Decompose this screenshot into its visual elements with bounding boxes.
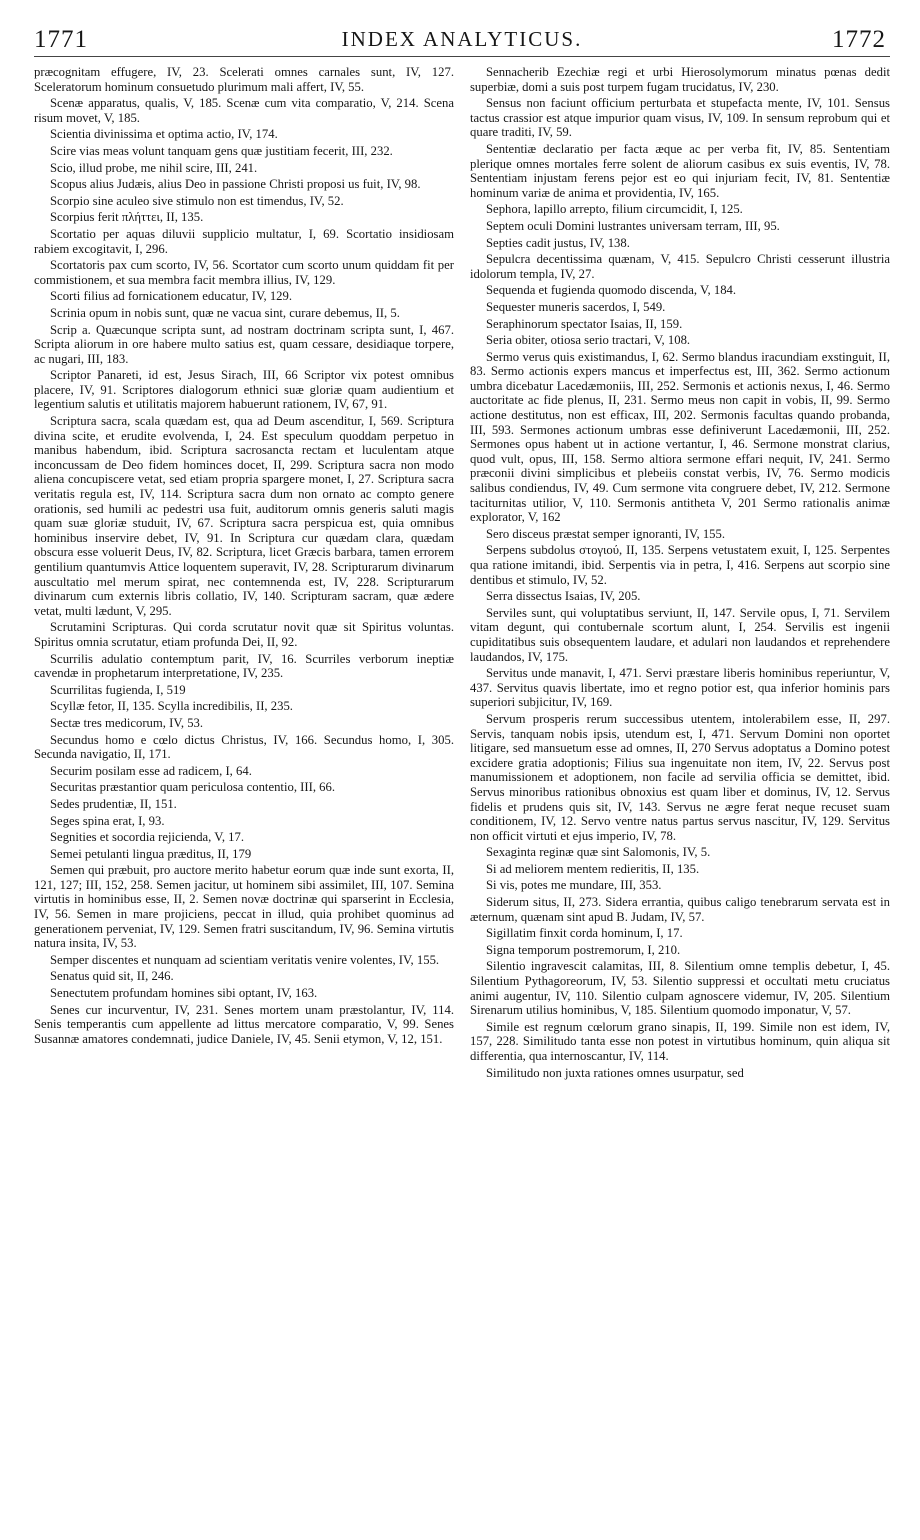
index-entry: Sectæ tres medicorum, IV, 53.	[50, 715, 204, 730]
page-title: INDEX ANALYTICUS.	[341, 27, 583, 51]
index-entry: præcognitam effugere, IV, 23. Scelerati omnes carnales sunt, IV, 127. Sceleratorum hominum consuetudo plurimum mali affert, IV, 55.	[34, 65, 454, 94]
index-entry: Similitudo non juxta rationes omnes usurpatur, sed	[486, 1065, 744, 1080]
index-entry: Sedes prudentiæ, II, 151.	[50, 796, 177, 811]
text-columns	[34, 65, 890, 1082]
index-entry: Sepulcra decentissima quænam, V, 415. Sepulcro Christi cesserunt illustria idolorum templa, IV, 27.	[470, 252, 890, 281]
index-entry: Si vis, potes me mundare, III, 353.	[486, 878, 662, 893]
index-entry: Scorpius ferit πλήττει, II, 135.	[50, 210, 204, 225]
index-entry: Servitus unde manavit, I, 471. Servi præstare liberis hominibus reperiuntur, V, 437. Servitus quavis libertate, imo et regno potior est, qua inferior hominis pars superiori subjicitur, IV, 169.	[470, 666, 890, 710]
index-entry: Scenæ apparatus, qualis, V, 185. Scenæ cum vita comparatio, V, 214. Scena risum movet, V, 185.	[34, 96, 454, 125]
index-entry: Sephora, lapillo arrepto, filium circumcidit, I, 125.	[486, 202, 743, 217]
index-entry: Serviles sunt, qui voluptatibus serviunt, II, 147. Servile opus, I, 71. Servilem vitam degunt, qui contubernale scortum alunt, I, 254. Servilis est ingenii cupiditatibus suis obsequentem laudare, et adulari non laudandos et reprehendere laudandos, IV, 175.	[470, 605, 890, 664]
index-entry: Scrip a. Quæcunque scripta sunt, ad nostram doctrinam scripta sunt, I, 467. Scripta aliorum in ore habere multo satius est, quam cessare, desidiaque torpere, ac nugari, III, 183.	[34, 322, 454, 366]
index-entry: Scyllæ fetor, II, 135. Scylla incredibilis, II, 235.	[50, 699, 293, 714]
index-entry: Sexaginta reginæ quæ sint Salomonis, IV, 5.	[486, 845, 711, 860]
index-entry: Scientia divinissima et optima actio, IV, 174.	[50, 127, 278, 142]
index-entry: Sennacherib Ezechiæ regi et urbi Hierosolymorum minatus pœnas dedit superbiæ, domi a suis post turpem fugam trucidatus, IV, 230.	[470, 65, 890, 94]
index-entry: Scriptor Panareti, id est, Jesus Sirach, III, 66 Scriptor vix potest omnibus placere, IV, 91. Scriptores dialogorum ethnici suæ gloriæ quam audientium et legentium salutis et utilitatis majorem habuerunt rationem, IV, 67, 91.	[34, 368, 454, 412]
index-entry: Senectutem profundam homines sibi optant, IV, 163.	[50, 986, 318, 1001]
index-entry: Scopus alius Judæis, alius Deo in passione Christi proposi us fuit, IV, 98.	[50, 177, 421, 192]
right-column-number: 1772	[832, 26, 886, 53]
index-entry: Secundus homo e cœlo dictus Christus, IV, 166. Secundus homo, I, 305. Secunda navigatio, II, 171.	[34, 732, 454, 762]
right-column	[470, 65, 890, 1082]
index-entry: Signa temporum postremorum, I, 210.	[486, 942, 681, 957]
index-entry: Senatus quid sit, II, 246.	[50, 969, 174, 984]
index-entry: Semen qui præbuit, pro auctore merito habetur eorum quæ inde sunt exorta, II, 121, 127; III, 152, 258. Semen jacitur, ut hominem sibi assimilet, III, 107. Semina virtutis in hominibus esse, II, 2. Semen novæ doctrinæ qui sparserint in Ecclesia, IV, 56. Semen in mare projiciens, peccat in illud, quia prohibet quominus ad generationem perveniat, IV, 129. Semen fratri suscitandum, IV, 96. Semina virtutis natura insita, IV, 53.	[34, 863, 454, 951]
index-entry: Securim posilam esse ad radicem, I, 64.	[50, 763, 252, 778]
left-column	[34, 65, 454, 1082]
index-entry: Scire vias meas volunt tanquam gens quæ justitiam fecerit, III, 232.	[50, 143, 393, 158]
index-entry: Scurrilis adulatio contemptum parit, IV, 16. Scurriles verborum ineptiæ cavendæ in prophetarum interpretatione, IV, 235.	[34, 651, 454, 681]
index-entry: Serpens subdolus στογιού, II, 135. Serpens vetustatem exuit, I, 125. Serpentes qua ratione imitandi, ibid. Serpentis via in petra, I, 416. Serpens aut scorpio sine dentibus et stimulo, IV, 52.	[470, 543, 890, 587]
index-entry: Sigillatim finxit corda hominum, I, 17.	[486, 926, 683, 941]
index-entry: Seraphinorum spectator Isaias, II, 159.	[486, 316, 683, 331]
index-entry: Sermo verus quis existimandus, I, 62. Sermo blandus iracundiam exstinguit, II, 83. Sermo actionis expers mancus et imperfectus est, III, 362. Sermo actionum umbra dicebatur Lacedæmoniis, III, 252. Sermonis et actionis nexus, I, 46. Sermo auctoritate ac fide plenus, II, 231. Sermo meus non capit in vobis, II, 99. Sermo actione destitutus, non est efficax, III, 202. Sermonis facultas quando probanda, III, 593. Sermones actionum umbras esse definiverunt Lacedæmonii, III, 252. Sermones opus habent ut in actione vertantur, I, 46. Sermone monstrat clarius, quod vult, opus, III, 158. Sermo altiora sermone effari nequit, IV, 241. Sermo præconii divini simplicibus et plebeiis constat verbis, IV, 76. Sermo modicis salibus condiendus, IV, 49. Cum sermone vita congruere debet, IV, 212. Sermone taciturnitas utilior, V, 110. Sermonis antitheta V, 201 Sermo rationalis animæ explorator, V, 162	[470, 349, 890, 525]
index-entry: Scurrilitas fugienda, I, 519	[50, 682, 186, 697]
index-entry: Segnities et socordia rejicienda, V, 17.	[50, 830, 245, 845]
index-entry: Siderum situs, II, 273. Sidera errantia, quibus caligo tenebrarum servata est in æternum, quænam sint apud B. Judam, IV, 57.	[470, 895, 890, 924]
index-entry: Senes cur incurventur, IV, 231. Senes mortem unam præstolantur, IV, 114. Senis temperantis cum appellente ad littus mercatore comparatio, V, 99. Senes Susannæ amatores condemnati, judice Daniele, IV, 45. Senii etymon, V, 12, 151.	[34, 1002, 454, 1046]
index-entry: Sensus non faciunt officium perturbata et stupefacta mente, IV, 101. Sensus tactus crassior est atque impurior quam visus, IV, 109. In sensum reprobum qui et quare traditi, IV, 59.	[470, 96, 890, 140]
index-entry: Scrinia opum in nobis sunt, quæ ne vacua sint, curare debemus, II, 5.	[50, 305, 400, 320]
index-entry: Sententiæ declaratio per facta æque ac per verba fit, IV, 85. Sententiam plerique omnes mortales ferre solent de aliorum casibus ex suis eventis, IV, 78. Sententiam injustam ferens pejor est eo qui injuriam fecit, IV, 81. Sententiæ hominum variæ de anima et providentia, IV, 165.	[470, 141, 890, 200]
index-entry: Sequester muneris sacerdos, I, 549.	[486, 299, 666, 314]
index-entry: Scorti filius ad fornicationem educatur, IV, 129.	[50, 289, 293, 304]
page-header	[34, 26, 890, 57]
index-entry: Simile est regnum cœlorum grano sinapis, II, 199. Simile non est idem, IV, 157, 228. Similitudo tanta esse non potest in virtutibus hominum, quin aliqua sit differentia, qua internoscantur, IV, 114.	[470, 1019, 890, 1063]
index-entry: Semei petulanti lingua præditus, II, 179	[50, 846, 252, 861]
index-entry: Sequenda et fugienda quomodo discenda, V, 184.	[486, 283, 737, 298]
index-entry: Si ad meliorem mentem redieritis, II, 135.	[486, 861, 700, 876]
index-entry: Seges spina erat, I, 93.	[50, 813, 165, 828]
index-entry: Servum prosperis rerum successibus utentem, intolerabilem esse, II, 297. Servis, tanquam nobis ipsis, utendum est, I, 471. Servum Domini non oportet litigare, sed mansuetum esse ad omnes, II, 270 Servus adoptatus a Domino potest excidere gratia adoptionis; Filius sua ingenuitate non item, IV, 22. Servus post manumissionem et adoptionem, non facile ad servilia officia se demittet, ibid. Servus minoribus rationibus obnoxius est quam liber et dominus, IV, 12. Servus fidelis et prudens quis sit, IV, 143. Servus ne ægre ferat neque recuset suam conditionem, IV, 12. Servo ventre natus partus servus nascitur, IV, 129. Servitus non officit virtuti et ejus imperio, IV, 78.	[470, 711, 890, 843]
index-entry: Semper discentes et nunquam ad scientiam veritatis venire volentes, IV, 155.	[50, 952, 440, 967]
index-entry: Scorpio sine aculeo sive stimulo non est timendus, IV, 52.	[50, 193, 344, 208]
index-entry: Securitas præstantior quam periculosa contentio, III, 66.	[50, 780, 336, 795]
index-entry: Scio, illud probe, me nihil scire, III, 241.	[50, 160, 258, 175]
index-entry: Scriptura sacra, scala quædam est, qua ad Deum ascenditur, I, 569. Scriptura divina scite, et erudite evolvenda, I, 24. Est speculum quoddam perpetuo in manibus habendum, ibid. Scriptura sacrosancta rectam et luculentam atque inconcussam de Deo fidem hominces docet, II, 299. Scriptura sacra non modo aliena concupiscere vetat, sed etiam propria spargere monet, I, 27. Scriptura sacra veritatis regula est, IV, 114. Scriptura sacra dum non ornato ac compto genere orationis, sed humili ac pedestri usa fuit, auditorum omnis generis saluti magis quam suæ gloriæ studuit, IV, 67. Scriptura sacra perspicua est, quia omnibus hominibus inservire debet, IV, 91. In Scriptura cur quædam clara, quædam obscura esse voluerit Deus, IV, 82. Scriptura, licet Græcis barbara, tamen errorem gentilium quantumvis Attice loquentem superavit, IV, 28. Scripturarum divinarum auscultatio mel merum spirat, nec contemnenda est, IV, 228. Scripturarum divinarum cum externis libris collatio, IV, 140. Scripturam sacram, quæ ædere vetat, multi lædunt, V, 295.	[34, 414, 454, 618]
index-entry: Septem oculi Domini lustrantes universam terram, III, 95.	[486, 218, 780, 233]
left-column-number: 1771	[34, 26, 88, 53]
index-entry: Seria obiter, otiosa serio tractari, V, 108.	[486, 333, 691, 348]
index-entry: Serra dissectus Isaias, IV, 205.	[486, 589, 641, 604]
index-entry: Scortatoris pax cum scorto, IV, 56. Scortator cum scorto unum quiddam fit per commistionem, et sua membra facit membra illius, IV, 129.	[34, 258, 454, 287]
index-entry: Sero disceus præstat semper ignoranti, IV, 155.	[486, 526, 726, 541]
index-entry: Scortatio per aquas diluvii supplicio multatur, I, 69. Scortatio insidiosam rabiem excogitavit, I, 296.	[34, 226, 454, 256]
index-entry: Scrutamini Scripturas. Qui corda scrutatur novit quæ sit Spiritus voluntas. Spiritus omnia scrutatur, etiam profunda Dei, II, 92.	[34, 620, 454, 649]
index-entry: Silentio ingravescit calamitas, III, 8. Silentium omne templis debetur, I, 45. Silentium Pythagoreorum, IV, 53. Silentio suppressi et occultati metu cruciatus animi augentur, IV, 110. Silentio culpam agnoscere videmur, IV, 205. Silentium Sirenarum utilius hominibus, V, 185. Silentium quomodo imponatur, V, 57.	[470, 959, 890, 1018]
index-entry: Septies cadit justus, IV, 138.	[486, 235, 630, 250]
